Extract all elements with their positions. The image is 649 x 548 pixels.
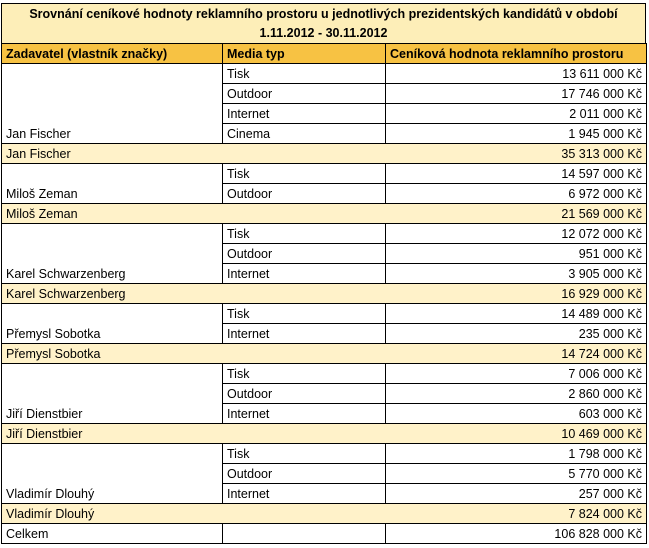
total-row [2,524,647,544]
value-cell[interactable]: 12 072 000 Kč [386,224,647,244]
subtotal-value-cell[interactable]: 35 313 000 Kč [386,144,647,164]
value-cell[interactable]: 1 798 000 Kč [386,444,647,464]
subtotal-row [2,504,647,524]
advertiser-cell[interactable]: Jan Fischer [2,64,223,144]
table-row [2,304,647,324]
subtotal-empty-cell[interactable] [223,424,386,444]
media-cell[interactable]: Internet [223,404,386,424]
subtotal-name-cell[interactable]: Karel Schwarzenberg [2,284,223,304]
advertiser-cell[interactable]: Miloš Zeman [2,164,223,204]
subtotal-value-cell[interactable]: 16 929 000 Kč [386,284,647,304]
value-cell[interactable]: 14 597 000 Kč [386,164,647,184]
advertiser-cell[interactable]: Vladimír Dlouhý [2,444,223,504]
media-cell[interactable]: Tisk [223,444,386,464]
media-cell[interactable]: Tisk [223,64,386,84]
subtotal-name-cell[interactable]: Jan Fischer [2,144,223,164]
media-cell[interactable]: Internet [223,324,386,344]
value-cell[interactable]: 5 770 000 Kč [386,464,647,484]
header-value[interactable]: Ceníková hodnota reklamního prostoru [386,44,647,64]
subtotal-empty-cell[interactable] [223,204,386,224]
subtotal-value-cell[interactable]: 21 569 000 Kč [386,204,647,224]
header-row [2,44,647,64]
total-value-cell[interactable]: 106 828 000 Kč [386,524,647,544]
subtotal-empty-cell[interactable] [223,344,386,364]
media-cell[interactable]: Outdoor [223,464,386,484]
table-row [2,64,647,84]
value-cell[interactable]: 3 905 000 Kč [386,264,647,284]
price-table [1,43,647,544]
value-cell[interactable]: 2 011 000 Kč [386,104,647,124]
subtotal-empty-cell[interactable] [223,144,386,164]
media-cell[interactable]: Outdoor [223,184,386,204]
table-row [2,164,647,184]
spreadsheet [1,3,646,544]
table-row [2,364,647,384]
subtotal-value-cell[interactable]: 7 824 000 Kč [386,504,647,524]
subtotal-row [2,204,647,224]
total-empty-cell[interactable] [223,524,386,544]
value-cell[interactable]: 17 746 000 Kč [386,84,647,104]
media-cell[interactable]: Tisk [223,364,386,384]
value-cell[interactable]: 7 006 000 Kč [386,364,647,384]
media-cell[interactable]: Outdoor [223,244,386,264]
subtotal-row [2,284,647,304]
subtotal-name-cell[interactable]: Vladimír Dlouhý [2,504,223,524]
value-cell[interactable]: 6 972 000 Kč [386,184,647,204]
subtotal-empty-cell[interactable] [223,504,386,524]
title-line-1: Srovnání ceníkové hodnoty reklamního prostoru u jednotlivých prezidentských kandidátů v období [29,7,618,21]
title-line-2: 1.11.2012 - 30.11.2012 [259,26,388,40]
subtotal-value-cell[interactable]: 14 724 000 Kč [386,344,647,364]
value-cell[interactable]: 2 860 000 Kč [386,384,647,404]
header-media[interactable]: Media typ [223,44,386,64]
subtotal-value-cell[interactable]: 10 469 000 Kč [386,424,647,444]
media-cell[interactable]: Cinema [223,124,386,144]
total-label-cell[interactable]: Celkem [2,524,223,544]
subtotal-name-cell[interactable]: Jiří Dienstbier [2,424,223,444]
value-cell[interactable]: 1 945 000 Kč [386,124,647,144]
media-cell[interactable]: Internet [223,264,386,284]
subtotal-name-cell[interactable]: Miloš Zeman [2,204,223,224]
subtotal-name-cell[interactable]: Přemysl Sobotka [2,344,223,364]
table-row [2,224,647,244]
value-cell[interactable]: 603 000 Kč [386,404,647,424]
media-cell[interactable]: Tisk [223,164,386,184]
media-cell[interactable]: Outdoor [223,384,386,404]
value-cell[interactable]: 14 489 000 Kč [386,304,647,324]
value-cell[interactable]: 257 000 Kč [386,484,647,504]
advertiser-cell[interactable]: Karel Schwarzenberg [2,224,223,284]
value-cell[interactable]: 235 000 Kč [386,324,647,344]
table-title [1,3,646,43]
value-cell[interactable]: 951 000 Kč [386,244,647,264]
header-advertiser[interactable]: Zadavatel (vlastník značky) [2,44,223,64]
advertiser-cell[interactable]: Přemysl Sobotka [2,304,223,344]
advertiser-cell[interactable]: Jiří Dienstbier [2,364,223,424]
media-cell[interactable]: Outdoor [223,84,386,104]
table-row [2,444,647,464]
subtotal-empty-cell[interactable] [223,284,386,304]
subtotal-row [2,424,647,444]
subtotal-row [2,144,647,164]
subtotal-row [2,344,647,364]
media-cell[interactable]: Internet [223,104,386,124]
value-cell[interactable]: 13 611 000 Kč [386,64,647,84]
media-cell[interactable]: Tisk [223,304,386,324]
media-cell[interactable]: Tisk [223,224,386,244]
media-cell[interactable]: Internet [223,484,386,504]
